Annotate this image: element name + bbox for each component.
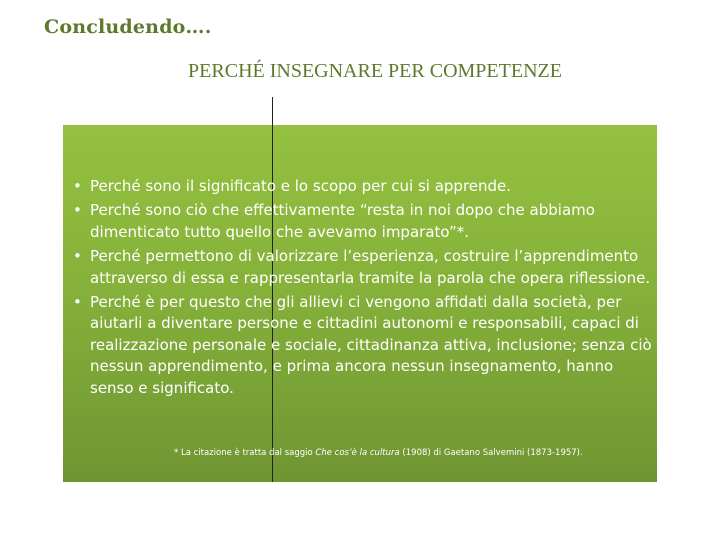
bullet-dot: • — [73, 201, 82, 220]
bullet-item-2 — [72, 200, 652, 243]
bullet-text: Perché sono ciò che effettivamente “resta in noi dopo che abbiamo dimenticato tutto quello che avevamo imparato”*. — [90, 201, 595, 241]
bullet-dot: • — [73, 247, 82, 266]
bullet-dot: • — [73, 293, 82, 312]
footnote-prefix: * La citazione è tratta dal saggio — [174, 448, 316, 458]
footnote-suffix: (1908) di Gaetano Salvemini (1873-1957). — [399, 448, 583, 458]
bullet-list — [72, 176, 652, 402]
bullet-text: Perché permettono di valorizzare l’esperienza, costruire l’apprendimento attraverso di essa e rappresentarla tramite la parola che opera riflessione. — [90, 247, 651, 287]
bullet-dot: • — [73, 177, 82, 195]
footnote-title: Che cos’è la cultura — [315, 448, 400, 458]
slide-subtitle: PERCHÉ INSEGNARE PER COMPETENZE — [188, 60, 562, 82]
bullet-text: Perché sono il significato e lo scopo per cui si apprende. — [90, 177, 512, 195]
bullet-item-4 — [72, 292, 652, 399]
footnote — [174, 448, 583, 458]
bullet-text: Perché è per questo che gli allievi ci vengono affidati dalla società, per aiutarli a diventare persone e cittadini autonomi e responsabili, capaci di realizzazione personale e sociale, cittadinanza attiva, inclusione; senza ciò nessun apprendimento, e prima ancora nessun insegnamento, hanno senso e significato. — [90, 293, 652, 397]
bullet-item-1 — [72, 176, 652, 197]
slide-heading: Concludendo…. — [44, 16, 212, 38]
bullet-item-3 — [72, 246, 652, 289]
